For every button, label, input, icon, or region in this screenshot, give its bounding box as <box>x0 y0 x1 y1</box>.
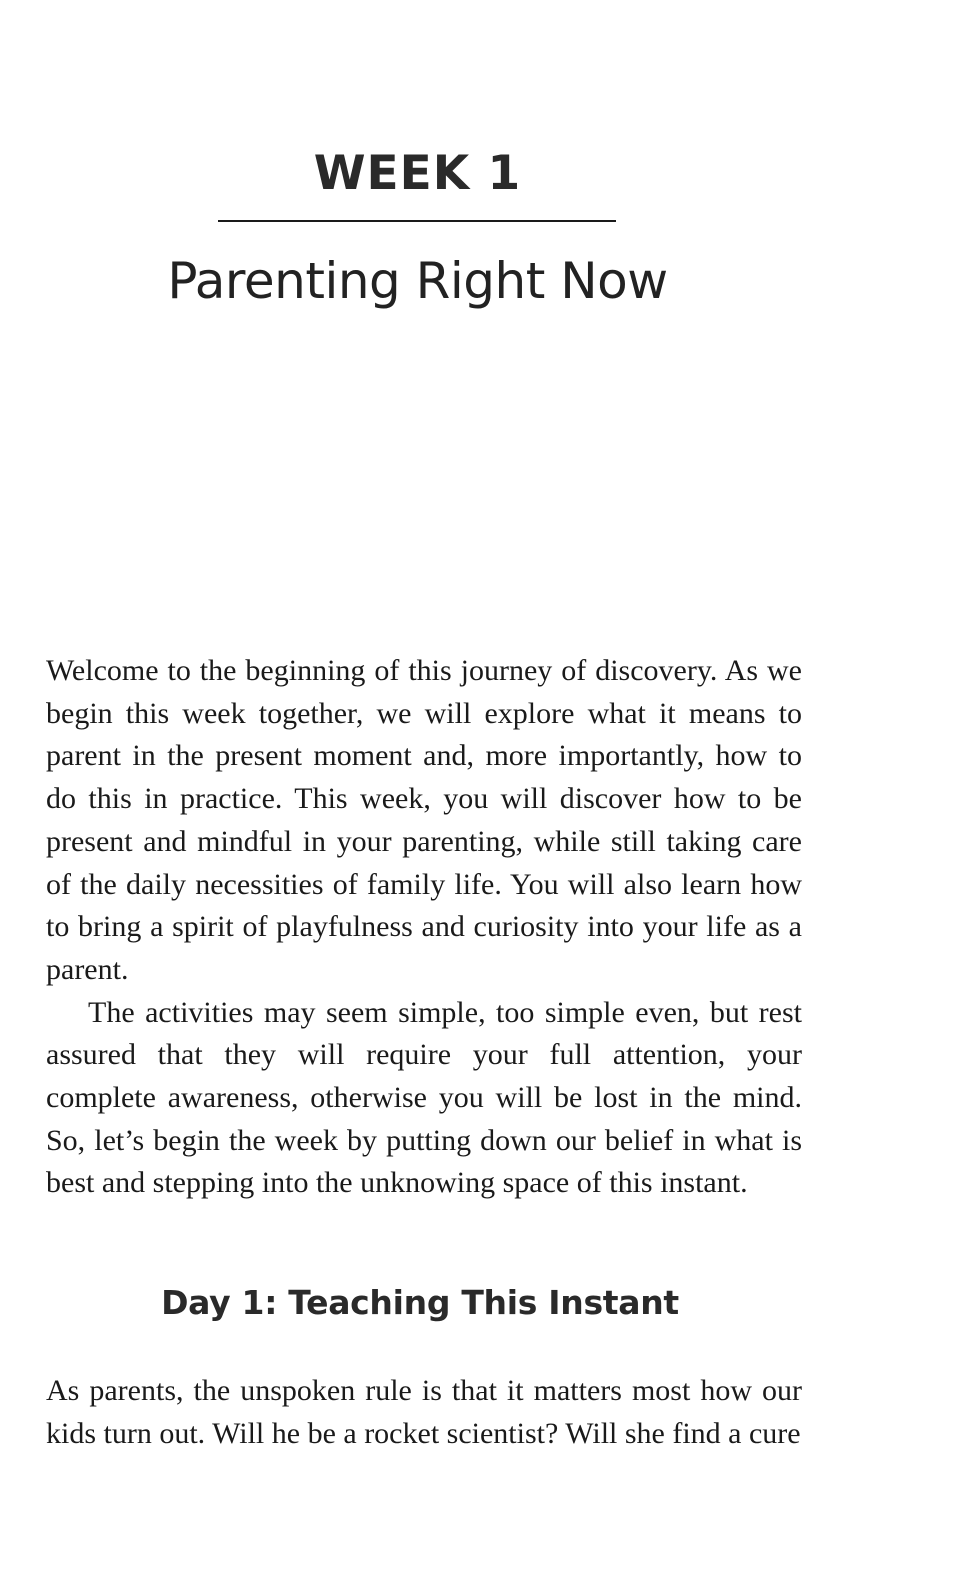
intro-paragraph-2: The activities may seem simple, too simple even, but rest assured that they will require your full attention, your complete awareness, otherwise you will be lost in the mind. So, let’s begin the week by putting down our belief in what is best and stepping into the unknowing space of this instant. <box>46 995 802 1200</box>
chapter-title: Parenting Right Now <box>167 252 668 310</box>
section-text <box>46 1370 802 1455</box>
section-paragraph-1: As parents, the unspoken rule is that it matters most how our kids turn out. Will he be a rocket scientist? Will she find a cure <box>46 1374 802 1450</box>
section-heading: Day 1: Teaching This Instant <box>161 1283 679 1322</box>
title-divider <box>218 220 616 222</box>
intro-paragraph-1: Welcome to the beginning of this journey of discovery. As we begin this week together, we will explore what it means to parent in the present moment and, more importantly, how to do this in practice. This week, you will discover how to be present and mindful in your parenting, while still taking care of the daily necessities of family life. You will also learn how to bring a spirit of playfulness and curiosity into your life as a parent. <box>46 654 802 986</box>
intro-text <box>46 650 802 1205</box>
week-label: WEEK 1 <box>313 146 522 201</box>
